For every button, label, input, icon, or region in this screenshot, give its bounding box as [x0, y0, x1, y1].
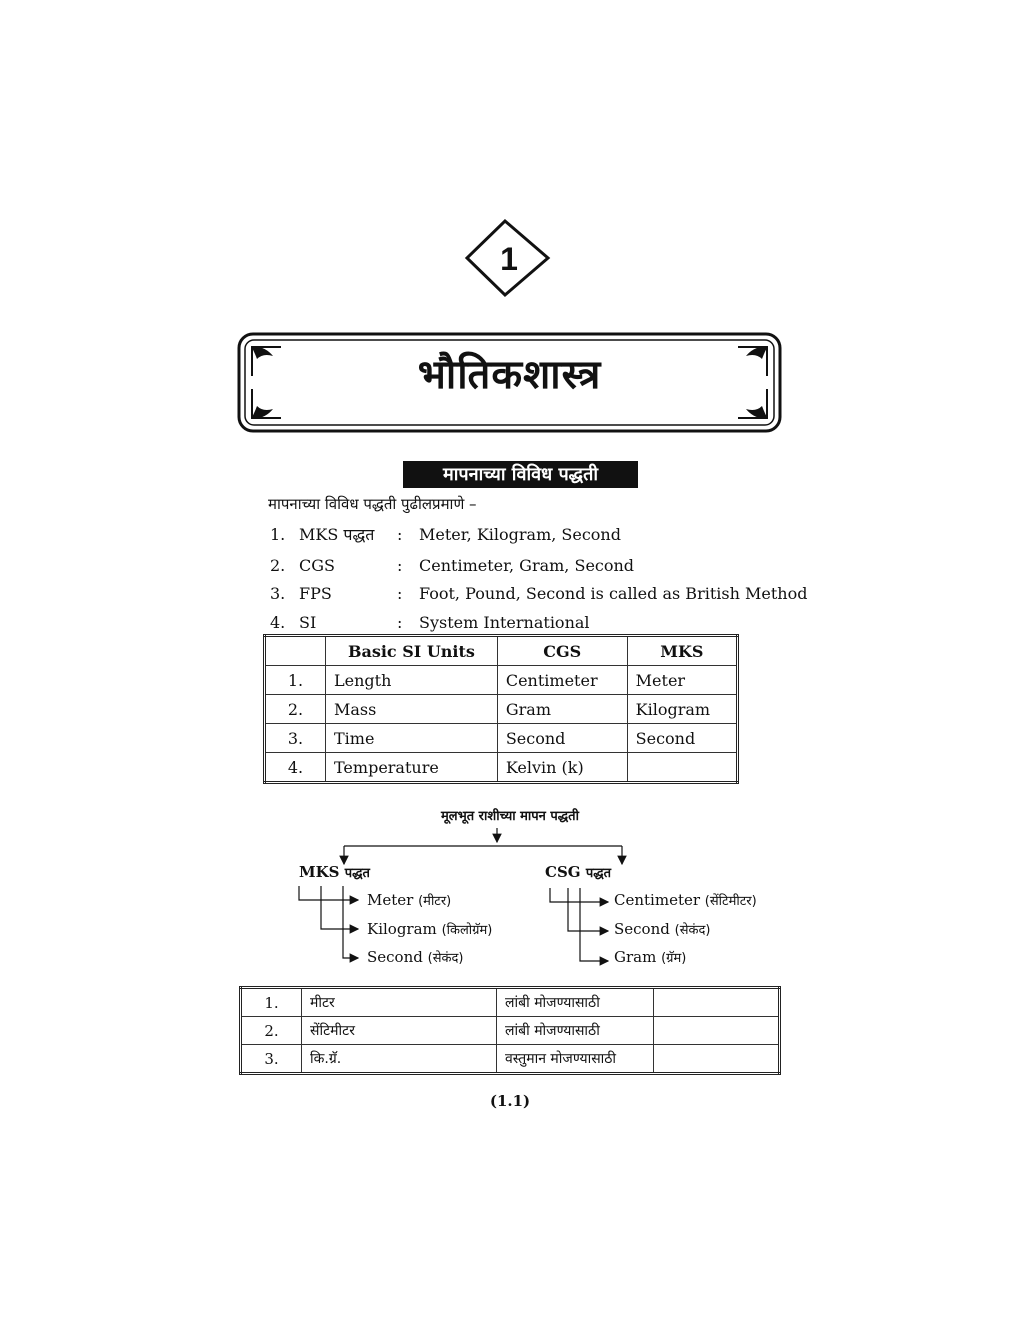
- leaf-en: Meter: [367, 891, 414, 909]
- table-cell: कि.ग्रॅ.: [302, 1045, 497, 1074]
- table-cell: Mass: [326, 695, 498, 724]
- leaf-en: Second: [367, 948, 423, 966]
- leaf-en: Gram: [614, 948, 657, 966]
- system-description: System International: [419, 613, 590, 632]
- diagram-leaf: [614, 920, 710, 938]
- separator: :: [397, 613, 403, 632]
- diagram-leaf: [367, 891, 451, 909]
- table-cell: [654, 1017, 780, 1045]
- table-cell: 3.: [265, 724, 326, 753]
- heading-en: CSG: [545, 863, 581, 881]
- table-cell: लांबी मोजण्यासाठी: [497, 1017, 654, 1045]
- system-name: CGS: [299, 556, 335, 575]
- table-cell: [654, 988, 780, 1017]
- separator: :: [397, 584, 403, 603]
- page-number: (1.1): [489, 1092, 531, 1110]
- table-cell: 3.: [241, 1045, 302, 1074]
- table-cell: Time: [326, 724, 498, 753]
- table-cell: लांबी मोजण्यासाठी: [497, 988, 654, 1017]
- mks-system-heading: [299, 863, 370, 881]
- diagram-leaf: [614, 948, 686, 966]
- table-cell: Centimeter: [497, 666, 627, 695]
- si-units-table: [263, 634, 739, 784]
- table-cell: 2.: [241, 1017, 302, 1045]
- intro-text: मापनाच्या विविध पद्धती पुढीलप्रमाणे –: [268, 495, 477, 513]
- table-header-cell: MKS: [627, 636, 737, 666]
- table-cell: 2.: [265, 695, 326, 724]
- diagram-title: मूलभूत राशीच्या मापन पद्धती: [441, 809, 579, 824]
- item-number: 3.: [270, 584, 286, 603]
- table-cell: [654, 1045, 780, 1074]
- chapter-number: 1: [500, 241, 518, 277]
- diagram-leaf: [367, 948, 463, 966]
- leaf-dev: (ग्रॅम): [661, 951, 687, 966]
- system-name: SI: [299, 613, 317, 632]
- item-number: 1.: [270, 525, 286, 544]
- table-header-cell: Basic SI Units: [326, 636, 498, 666]
- leaf-dev: (किलोग्रॅम): [441, 923, 493, 938]
- item-number: 4.: [270, 613, 286, 632]
- table-cell: 1.: [241, 988, 302, 1017]
- chapter-title: भौतिकशास्त्र: [417, 352, 602, 398]
- section-heading: मापनाच्या विविध पद्धती: [403, 461, 638, 488]
- table-header-row: [265, 636, 738, 666]
- table-cell: Kilogram: [627, 695, 737, 724]
- heading-dev: पद्धत: [344, 866, 370, 881]
- table-row: [265, 724, 738, 753]
- leaf-dev: (मीटर): [418, 894, 452, 909]
- table-cell: [627, 753, 737, 783]
- table-row: [241, 1017, 780, 1045]
- unit-usage-table: [239, 986, 781, 1075]
- table-row: [265, 695, 738, 724]
- table-cell: Second: [497, 724, 627, 753]
- leaf-dev: (सेंटिमीटर): [704, 894, 757, 909]
- diagram-leaf: [367, 920, 492, 938]
- right-tree-connectors: [545, 886, 615, 968]
- chapter-number-badge: [455, 218, 555, 298]
- table-cell: Gram: [497, 695, 627, 724]
- leaf-dev: (सेकंद): [674, 923, 711, 938]
- diagram-leaf: [614, 891, 757, 909]
- csg-system-heading: [545, 863, 611, 881]
- system-name: MKS पद्धत: [299, 525, 375, 544]
- table-cell: Meter: [627, 666, 737, 695]
- table-header-cell: CGS: [497, 636, 627, 666]
- table-cell: Second: [627, 724, 737, 753]
- leaf-en: Kilogram: [367, 920, 437, 938]
- leaf-dev: (सेकंद): [427, 951, 464, 966]
- table-row: [265, 666, 738, 695]
- table-cell: मीटर: [302, 988, 497, 1017]
- system-name: FPS: [299, 584, 332, 603]
- system-description: Foot, Pound, Second is called as British Method: [419, 584, 808, 603]
- system-description: Centimeter, Gram, Second: [419, 556, 635, 575]
- system-description: Meter, Kilogram, Second: [419, 525, 621, 544]
- heading-dev: पद्धत: [585, 866, 612, 881]
- table-row: [265, 753, 738, 783]
- table-cell: Temperature: [326, 753, 498, 783]
- item-number: 2.: [270, 556, 286, 575]
- separator: :: [397, 556, 403, 575]
- table-cell: वस्तुमान मोजण्यासाठी: [497, 1045, 654, 1074]
- table-cell: Kelvin (k): [497, 753, 627, 783]
- table-cell: सेंटिमीटर: [302, 1017, 497, 1045]
- table-header-cell: [265, 636, 326, 666]
- table-cell: 1.: [265, 666, 326, 695]
- leaf-en: Centimeter: [614, 891, 701, 909]
- heading-en: MKS: [299, 863, 340, 881]
- separator: :: [397, 525, 403, 544]
- table-row: [241, 988, 780, 1017]
- leaf-en: Second: [614, 920, 670, 938]
- table-cell: Length: [326, 666, 498, 695]
- table-row: [241, 1045, 780, 1074]
- table-cell: 4.: [265, 753, 326, 783]
